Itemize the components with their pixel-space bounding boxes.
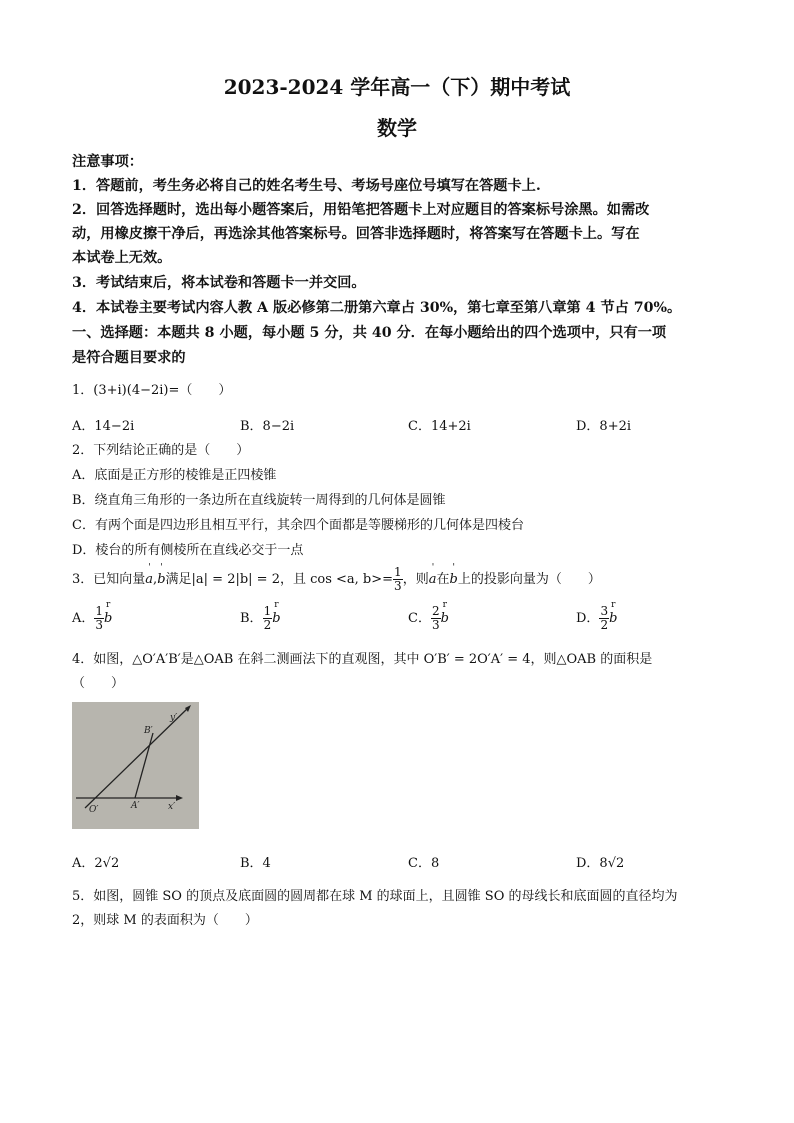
section1-heading-cont: 是符合题目要求的 bbox=[72, 350, 186, 366]
q3-fraction-num: 1 bbox=[394, 565, 402, 579]
q3-option-c-fraction bbox=[431, 605, 441, 632]
q3-option-c bbox=[408, 605, 449, 632]
q1-number: 1． bbox=[72, 383, 94, 398]
q3-option-d-label: D． bbox=[576, 611, 600, 626]
q3-lead: 3．已知向量 bbox=[72, 572, 146, 587]
q3-vector-b: ' b bbox=[157, 572, 165, 587]
q3-option-b-num: 1 bbox=[263, 604, 272, 618]
q3-option-c-den: 3 bbox=[431, 618, 440, 632]
q1-option-b: B．8−2i bbox=[240, 419, 295, 434]
notice-item-1: 1．答题前，考生务必将自己的姓名考生号、考场号座位号填写在答题卡上. bbox=[72, 178, 541, 194]
q2-option-c: C．有两个面是四边形且相互平行，其余四个面都是等腰梯形的几何体是四棱台 bbox=[72, 518, 524, 533]
q3-tail: 上的投影向量为（ ） bbox=[457, 572, 601, 587]
q3-then: ，则 bbox=[402, 572, 429, 587]
q3-vector-a-2: ' a bbox=[429, 572, 437, 587]
label-o: O′ bbox=[89, 805, 99, 815]
q3-stem bbox=[72, 566, 601, 593]
q3-option-c-vector: r b bbox=[441, 611, 449, 626]
q4-stem: 4．如图，△O′A′B′是△OAB 在斜二测画法下的直观图，其中 O′B′ = 2O′A′ = 4，则△OAB 的面积是 bbox=[72, 652, 653, 667]
q3-option-a-label: A． bbox=[72, 611, 95, 626]
q3-option-d-num: 3 bbox=[600, 604, 609, 618]
q4-option-c: C．8 bbox=[408, 856, 440, 871]
label-a: A′ bbox=[131, 801, 140, 811]
q4-stem-cont: （ ） bbox=[72, 676, 125, 691]
q2-stem: 2．下列结论正确的是（ ） bbox=[72, 443, 250, 458]
q3-comma: , bbox=[153, 572, 158, 587]
q5-stem: 5．如图，圆锥 SO 的顶点及底面圆的圆周都在球 M 的球面上，且圆锥 SO 的母线长和底面圆的直径均为 bbox=[72, 889, 678, 904]
q3-on: 在 bbox=[436, 572, 450, 587]
notice-item-2: 2．回答选择题时，选出每小题答案后，用铅笔把答题卡上对应题目的答案标号涂黑。如需改 bbox=[72, 202, 650, 218]
q4-option-d: D．8√2 bbox=[576, 856, 625, 871]
q3-option-b-den: 2 bbox=[263, 618, 272, 632]
notice-item-3: 3．考试结束后，将本试卷和答题卡一并交回。 bbox=[72, 275, 366, 291]
q1-expression: (3+i)(4−2i)=（ ） bbox=[93, 383, 232, 398]
q3-option-a-vector: r b bbox=[104, 611, 112, 626]
notice-item-2-end: 本试卷上无效。 bbox=[72, 250, 172, 266]
q3-option-d-fraction bbox=[599, 605, 609, 632]
q3-fraction bbox=[393, 566, 403, 593]
q3-satisfy: 满足 bbox=[165, 572, 192, 587]
q4-option-a: A．2√2 bbox=[72, 856, 120, 871]
q1-option-a: A．14−2i bbox=[72, 419, 135, 434]
q3-option-d-den: 2 bbox=[600, 618, 609, 632]
q3-option-a-num: 1 bbox=[95, 604, 104, 618]
label-y-axis: y′ bbox=[170, 713, 178, 723]
q3-option-a-den: 3 bbox=[95, 618, 104, 632]
q2-option-b: B．绕直角三角形的一条边所在直线旋转一周得到的几何体是圆锥 bbox=[72, 493, 446, 508]
q3-option-b bbox=[240, 605, 281, 632]
q3-option-c-num: 2 bbox=[431, 604, 440, 618]
q4-figure-svg bbox=[72, 702, 199, 829]
q3-vector-b-2: ' b bbox=[449, 572, 457, 587]
notice-item-2-cont: 动，用橡皮擦干净后，再选涂其他答案标号。回答非选择题时，将答案写在答题卡上。写在 bbox=[72, 226, 640, 242]
q2-option-a: A．底面是正方形的棱锥是正四棱锥 bbox=[72, 468, 277, 483]
q3-option-a bbox=[72, 605, 112, 632]
q3-option-b-vector: r b bbox=[272, 611, 280, 626]
q2-option-d: D．棱台的所有侧棱所在直线必交于一点 bbox=[72, 543, 304, 558]
q3-fraction-den: 3 bbox=[394, 579, 402, 593]
section1-heading: 一、选择题：本题共 8 小题，每小题 5 分，共 40 分．在每小题给出的四个选项中，只有一项 bbox=[72, 325, 667, 341]
q3-option-d-vector: r b bbox=[609, 611, 617, 626]
label-x-axis: x′ bbox=[168, 802, 176, 812]
q5-stem-cont: 2，则球 M 的表面积为（ ） bbox=[72, 913, 258, 928]
q3-option-b-label: B． bbox=[240, 611, 263, 626]
q3-condition: |a| = 2|b| = 2，且 cos <a, b>= bbox=[191, 572, 394, 587]
q1-option-d: D．8+2i bbox=[576, 419, 632, 434]
q1-stem bbox=[72, 379, 231, 398]
q3-option-b-fraction bbox=[263, 605, 273, 632]
q4-figure bbox=[72, 702, 199, 829]
q1-option-c: C．14+2i bbox=[408, 419, 471, 434]
q3-vector-a: ' a bbox=[145, 572, 153, 587]
q3-option-a-fraction bbox=[94, 605, 104, 632]
q3-option-c-label: C． bbox=[408, 611, 431, 626]
q4-option-b: B．4 bbox=[240, 856, 271, 871]
exam-title: 2023-2024 学年高一（下）期中考试 bbox=[223, 75, 571, 99]
subject-title: 数学 bbox=[377, 116, 417, 140]
notice-heading: 注意事项： bbox=[72, 154, 143, 170]
notice-item-4: 4．本试卷主要考试内容人教 A 版必修第二册第六章占 30%，第七章至第八章第 4 节占 70%。 bbox=[72, 300, 682, 316]
q3-option-d bbox=[576, 605, 617, 632]
label-b: B′ bbox=[144, 726, 153, 736]
